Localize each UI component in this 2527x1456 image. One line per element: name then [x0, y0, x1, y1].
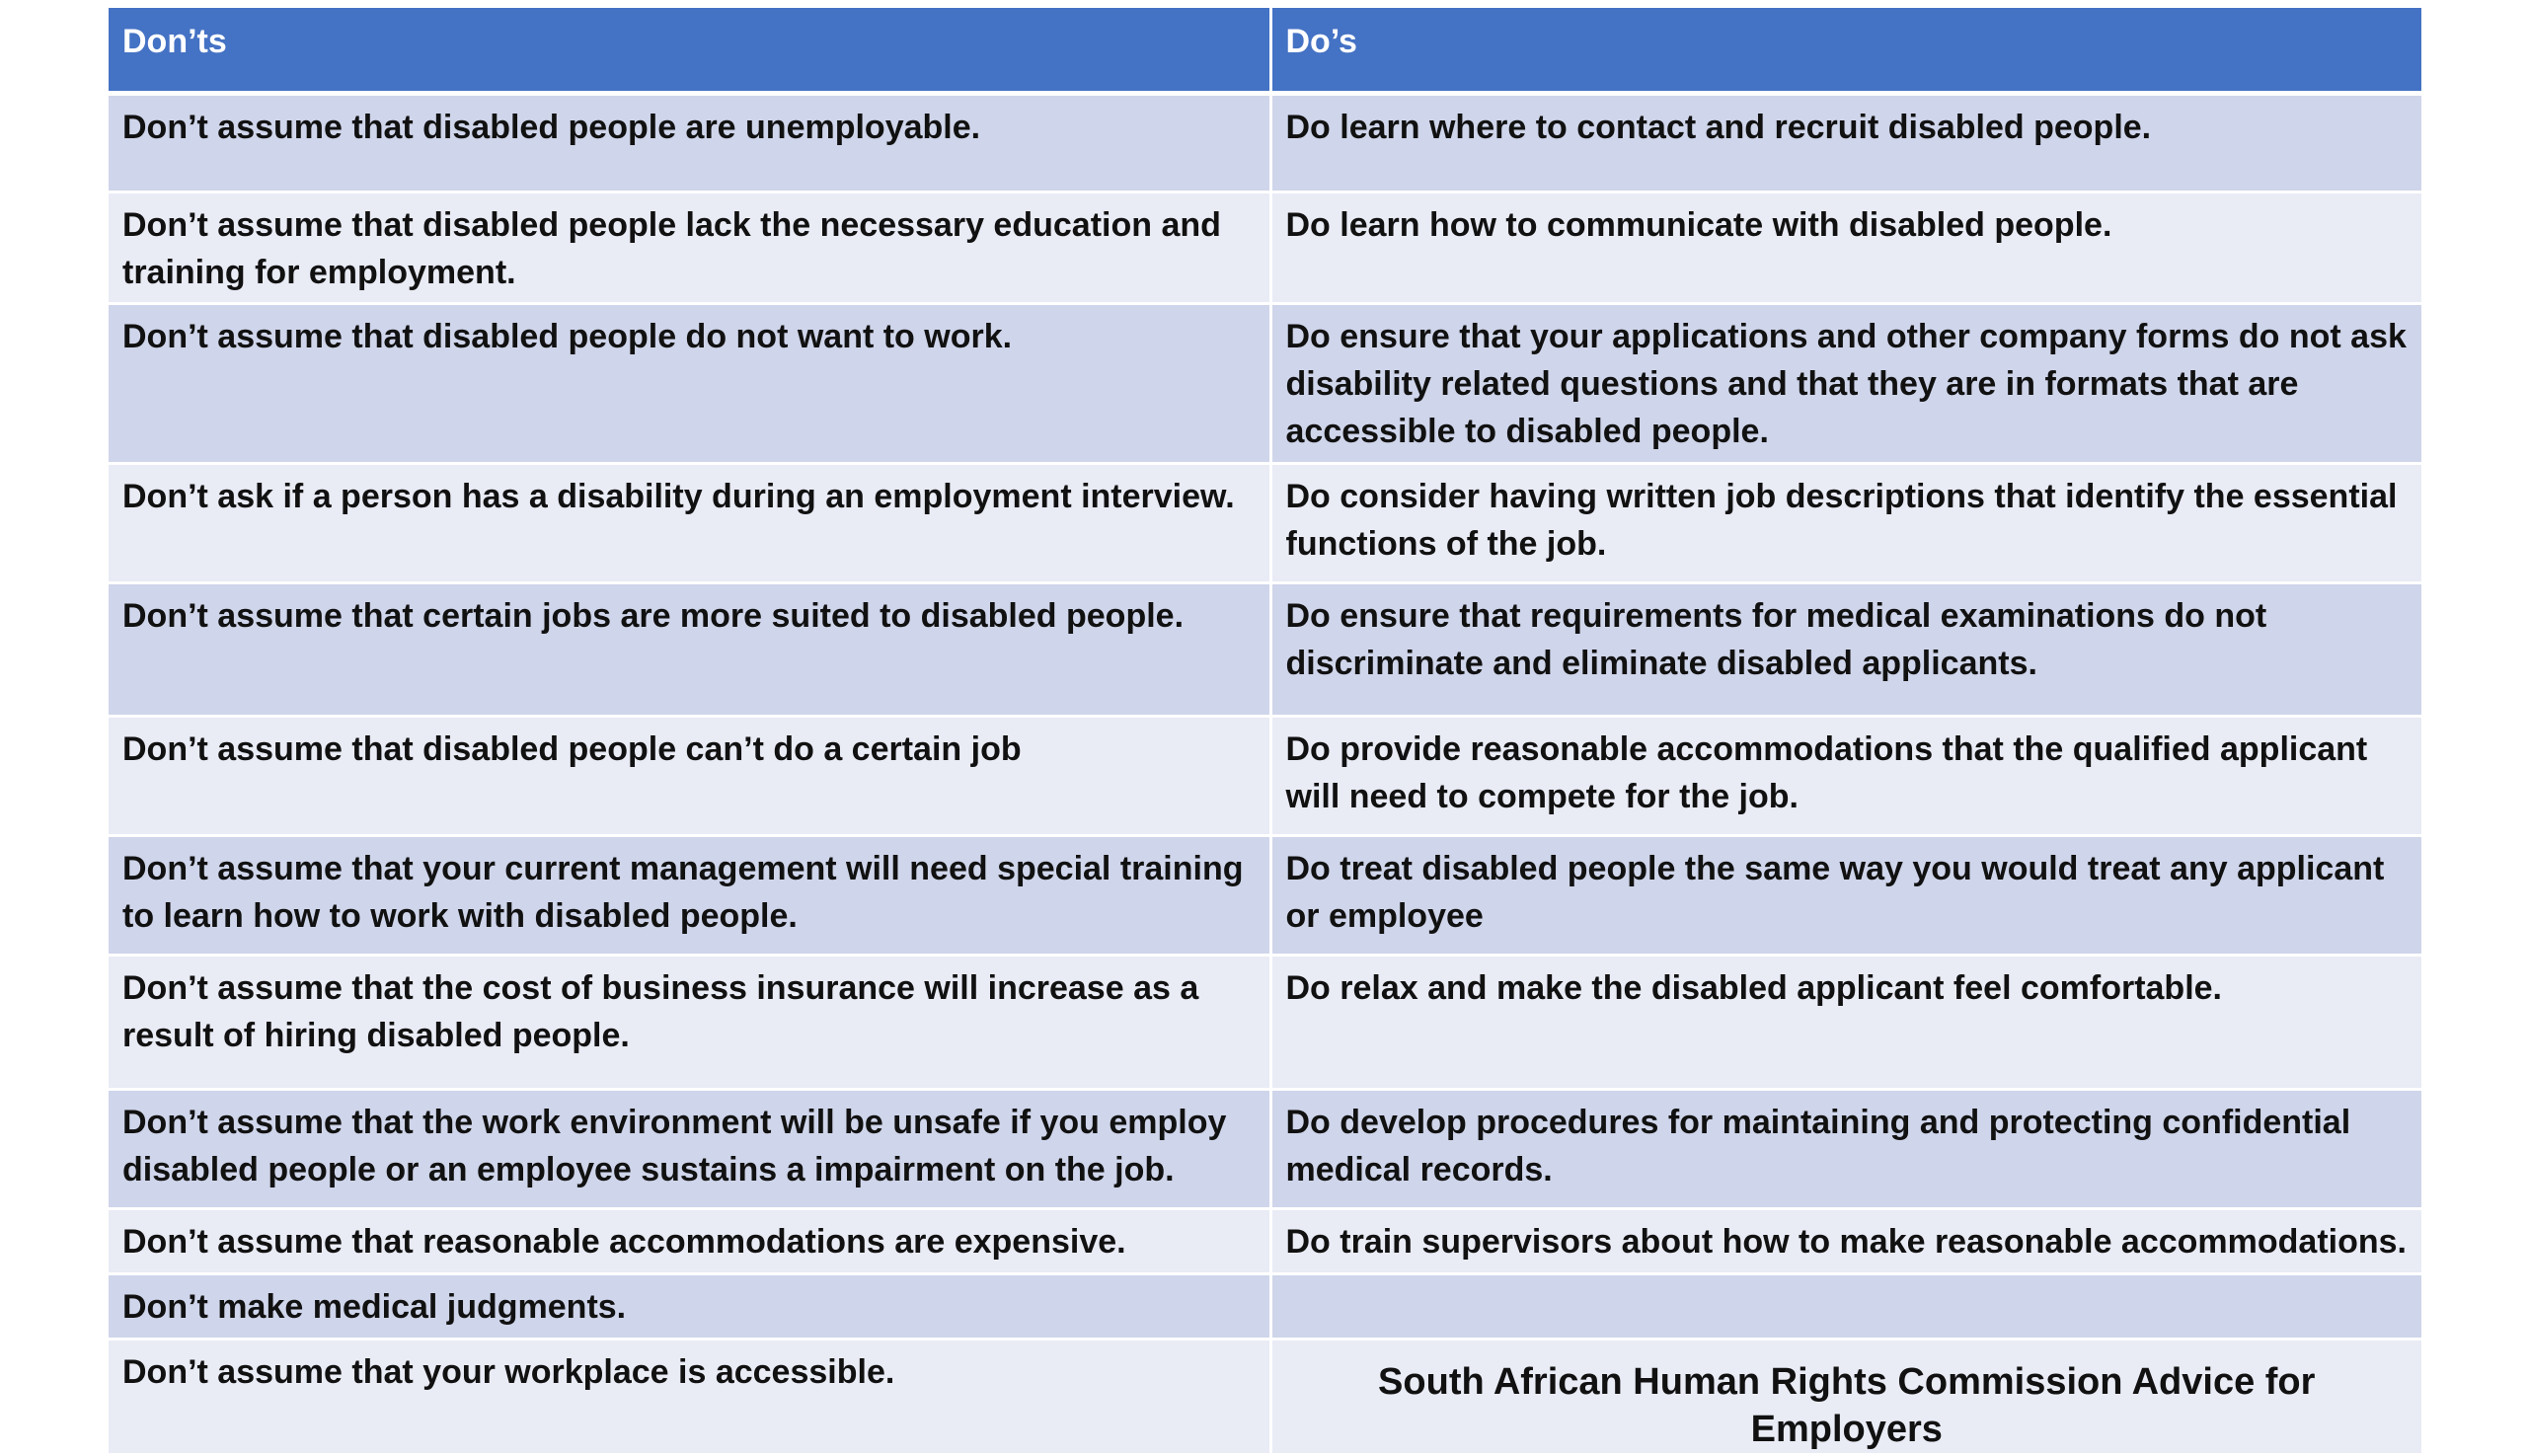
dont-cell: Don’t make medical judgments. — [109, 1273, 1270, 1339]
table-row — [109, 303, 2421, 463]
table-row — [109, 192, 2421, 303]
dont-cell: Don’t assume that disabled people can’t do a certain job — [109, 716, 1270, 835]
do-cell: Do provide reasonable accommodations that the qualified applicant will need to compete for the job. — [1270, 716, 2421, 835]
table-row — [109, 582, 2421, 716]
table-row — [109, 955, 2421, 1089]
dont-cell: Don’t assume that the cost of business insurance will increase as a result of hiring disabled people. — [109, 955, 1270, 1089]
dos-and-donts-table — [109, 8, 2421, 1456]
table-row — [109, 835, 2421, 955]
do-cell: Do learn how to communicate with disabled people. — [1270, 192, 2421, 303]
dont-cell: Don’t assume that reasonable accommodations are expensive. — [109, 1208, 1270, 1273]
dont-cell: Don’t assume that certain jobs are more suited to disabled people. — [109, 582, 1270, 716]
dont-cell: Don’t assume that disabled people lack the necessary education and training for employment. — [109, 192, 1270, 303]
table-row — [109, 93, 2421, 192]
dont-cell: Don’t assume that your workplace is accessible. — [109, 1339, 1270, 1454]
do-cell: Do train supervisors about how to make reasonable accommodations. — [1270, 1208, 2421, 1273]
table-row — [109, 1089, 2421, 1208]
dont-cell: Don’t assume that your current management will need special training to learn how to work with disabled people. — [109, 835, 1270, 955]
table-row — [109, 1273, 2421, 1339]
dont-cell: Don’t ask if a person has a disability during an employment interview. — [109, 463, 1270, 582]
do-cell: Do ensure that your applications and other company forms do not ask disability related questions and that they are in formats that are accessible to disabled people. — [1270, 303, 2421, 463]
table-row — [109, 1208, 2421, 1273]
do-cell: Do develop procedures for maintaining and protecting confidential medical records. — [1270, 1089, 2421, 1208]
table-row — [109, 1339, 2421, 1454]
table-row — [109, 463, 2421, 582]
source-caption: South African Human Rights Commission Advice for Employers — [1270, 1339, 2421, 1454]
do-cell: Do ensure that requirements for medical examinations do not discriminate and eliminate disabled applicants. — [1270, 582, 2421, 716]
do-cell: Do relax and make the disabled applicant feel comfortable. — [1270, 955, 2421, 1089]
table-header-row — [109, 8, 2421, 93]
do-cell: Do learn where to contact and recruit disabled people. — [1270, 93, 2421, 192]
dont-cell: Don’t assume that the work environment will be unsafe if you employ disabled people or an employee sustains a impairment on the job. — [109, 1089, 1270, 1208]
header-dos: Do’s — [1270, 8, 2421, 93]
dont-cell: Don’t assume that disabled people are unemployable. — [109, 93, 1270, 192]
dont-cell: Don’t assume that disabled people do not want to work. — [109, 303, 1270, 463]
header-donts: Don’ts — [109, 8, 1270, 93]
do-cell: Do treat disabled people the same way you would treat any applicant or employee — [1270, 835, 2421, 955]
do-cell — [1270, 1273, 2421, 1339]
do-cell: Do consider having written job descriptions that identify the essential functions of the job. — [1270, 463, 2421, 582]
table-row — [109, 716, 2421, 835]
